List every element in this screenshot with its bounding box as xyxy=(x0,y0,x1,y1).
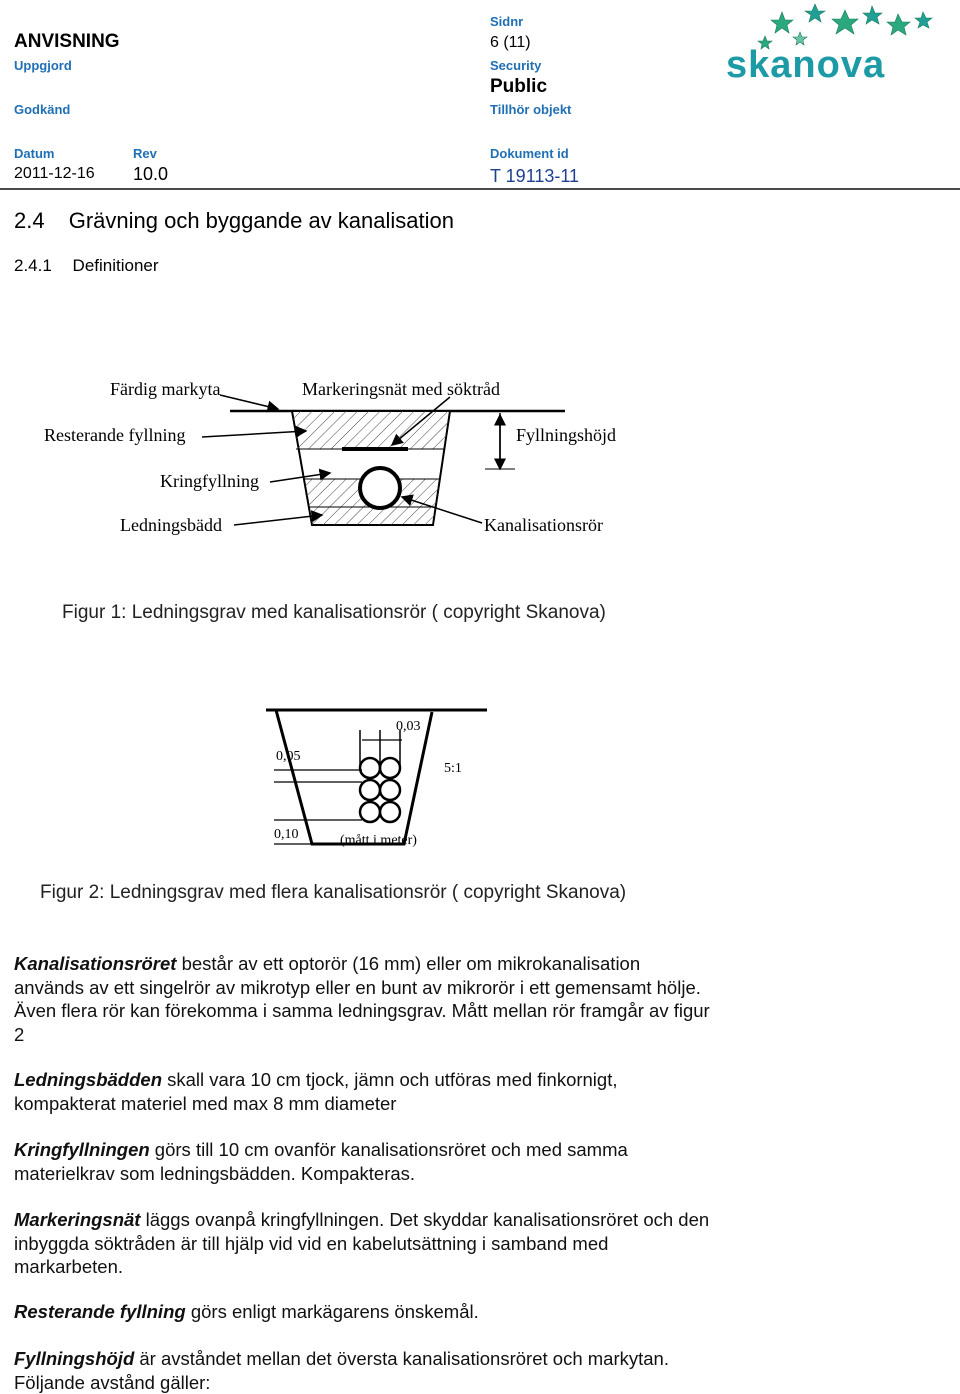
figure1-caption: Figur 1: Ledningsgrav med kanalisationsrör ( copyright Skanova) xyxy=(62,602,606,623)
para-text: är avståndet mellan det översta kanalisationsröret och markytan. Följande avstånd gäller: xyxy=(14,1348,669,1393)
label-d010: 0,10 xyxy=(274,827,299,842)
label-kanalisationsror: Kanalisationsrör xyxy=(484,515,603,535)
term: Kringfyllningen xyxy=(14,1139,150,1160)
subsection-number: 2.4.1 xyxy=(14,256,52,275)
security-label: Security xyxy=(490,58,542,73)
term: Fyllningshöjd xyxy=(14,1348,135,1369)
label-unit-note: (mått i meter) xyxy=(340,833,417,848)
datum-label: Datum xyxy=(14,146,55,161)
section-heading xyxy=(14,208,454,234)
para-text: läggs ovanpå kringfyllningen. Det skyddar kanalisationsröret och den inbyggda söktråden är till hjälp vid vid en kabelutsättning i samband med markarbeten. xyxy=(14,1209,710,1277)
term: Ledningsbädden xyxy=(14,1069,162,1090)
figure2-diagram xyxy=(262,700,502,860)
rev-label: Rev xyxy=(133,146,157,161)
label-d003: 0,03 xyxy=(396,719,421,734)
section-title: Grävning och byggande av kanalisation xyxy=(68,208,454,233)
paragraph-markeringsnat xyxy=(14,1208,714,1279)
paragraph-kringfyllning xyxy=(14,1138,714,1185)
godkand-label: Godkänd xyxy=(14,102,71,117)
logo-text: skanova xyxy=(726,44,886,86)
label-resterande: Resterande fyllning xyxy=(44,425,186,445)
subsection-title: Definitioner xyxy=(72,256,159,275)
paragraph-kanalisationsror xyxy=(14,952,714,1046)
paragraph-fyllningshojd xyxy=(14,1347,714,1394)
para-text: skall vara 10 cm tjock, jämn och utföras med finkornigt, kompakterat materiel med max 8 mm diameter xyxy=(14,1069,618,1114)
tillhor-label: Tillhör objekt xyxy=(490,102,572,117)
para-text: görs enligt markägarens önskemål. xyxy=(185,1301,479,1322)
section-number: 2.4 xyxy=(14,208,45,233)
term: Resterande fyllning xyxy=(14,1301,186,1322)
label-fardig-markyta: Färdig markyta xyxy=(110,379,221,399)
para-text: består av ett optorör (16 mm) eller om mikrokanalisation används av ett singelrör av mikrotyp eller en bunt av mikrorör i ett gemensamt hölje. Även flera rör kan förekomma i samma ledningsgrav. Mått mellan rör framgår av figur 2 xyxy=(14,953,710,1045)
sidnr-label: Sidnr xyxy=(490,14,524,29)
label-d005: 0,05 xyxy=(276,749,301,764)
rev-value: 10.0 xyxy=(133,164,169,184)
label-fyllningshojd: Fyllningshöjd xyxy=(516,425,617,445)
label-slope: 5:1 xyxy=(444,761,462,776)
figure2-caption: Figur 2: Ledningsgrav med flera kanalisationsrör ( copyright Skanova) xyxy=(40,882,627,903)
label-ledningsbadd: Ledningsbädd xyxy=(120,515,222,535)
dokid-value: T 19113-11 xyxy=(490,166,580,186)
datum-value: 2011-12-16 xyxy=(14,165,95,182)
uppgjord-label: Uppgjord xyxy=(14,58,72,73)
para-text: görs till 10 cm ovanför kanalisationsröret och med samma materielkrav som ledningsbädden. Kompakteras. xyxy=(14,1139,628,1184)
label-kringfyllning: Kringfyllning xyxy=(160,471,259,491)
subsection-heading xyxy=(14,256,159,276)
sidnr-value: 6 (11) xyxy=(490,34,531,51)
term: Markeringsnät xyxy=(14,1209,141,1230)
label-markeringsnat: Markeringsnät med söktråd xyxy=(302,379,500,399)
header-rule xyxy=(0,188,960,190)
term: Kanalisationsröret xyxy=(14,953,177,974)
security-value: Public xyxy=(490,76,548,97)
skanova-logo xyxy=(720,0,950,90)
figure1-diagram xyxy=(30,365,670,555)
doc-type: ANVISNING xyxy=(14,31,120,52)
paragraph-ledningsbadd xyxy=(14,1068,714,1115)
dokid-label: Dokument id xyxy=(490,146,569,161)
paragraph-resterande xyxy=(14,1300,714,1324)
